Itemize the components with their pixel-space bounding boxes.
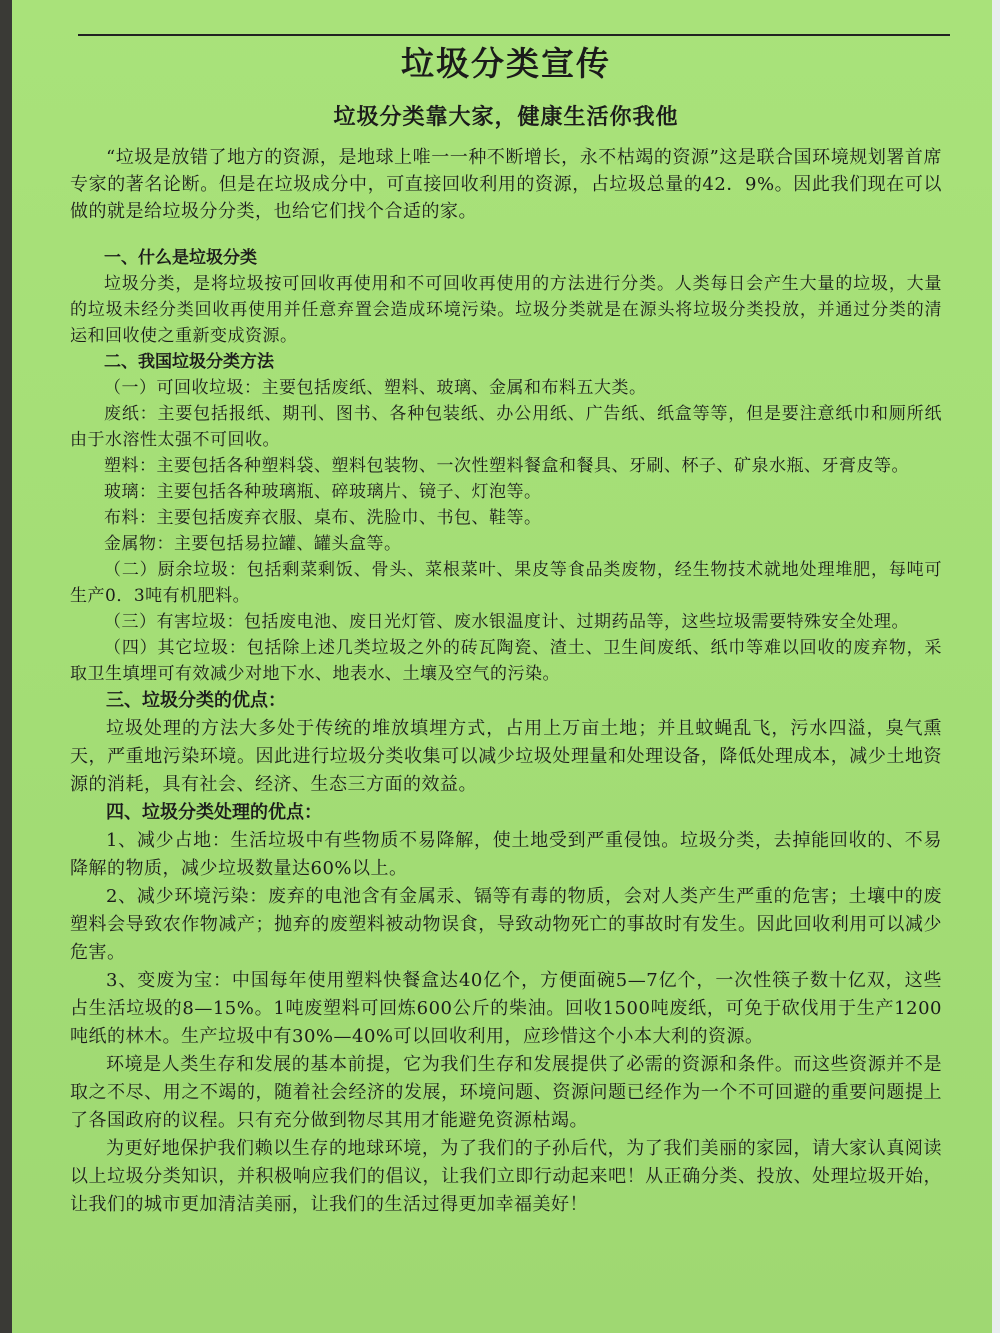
top-divider: [78, 34, 950, 36]
section-paragraph: 垃圾分类，是将垃圾按可回收再使用和不可回收再使用的方法进行分类。人类每日会产生大量的垃圾，大量的垃圾未经分类回收再使用并任意弃置会造成环境污染。垃圾分类就是在源头将垃圾分类投放，并通过分类的清运和回收使之重新变成资源。: [70, 274, 942, 346]
section-paragraph: 垃圾处理的方法大多处于传统的堆放填埋方式，占用上万亩土地；并且蚊蝇乱飞，污水四溢，臭气熏天，严重地污染环境。因此进行垃圾分类收集可以减少垃圾处理量和处理设备，降低处理成本，减少土地资源的消耗，具有社会、经济、生态三方面的效益。: [70, 718, 942, 795]
section-processing-advantages: [70, 799, 942, 1219]
section-paragraph: 塑料：主要包括各种塑料袋、塑料包装物、一次性塑料餐盒和餐具、牙刷、杯子、矿泉水瓶、牙膏皮等。: [104, 456, 909, 476]
section-heading: 一、什么是垃圾分类: [104, 248, 257, 268]
spacer: [70, 225, 942, 245]
section-paragraph: 布料：主要包括废弃衣服、桌布、洗脸巾、书包、鞋等。: [104, 508, 542, 528]
section-heading: 三、垃圾分类的优点：: [106, 690, 286, 711]
page-subtitle: 垃圾分类靠大家，健康生活你我他: [333, 104, 679, 130]
section-paragraph: （四）其它垃圾：包括除上述几类垃圾之外的砖瓦陶瓷、渣土、卫生间废纸、纸巾等难以回收的废弃物，采取卫生填埋可有效减少对地下水、地表水、土壤及空气的污染。: [70, 638, 942, 684]
section-methods: [70, 349, 942, 687]
section-paragraph: 废纸：主要包括报纸、期刊、图书、各种包装纸、办公用纸、广告纸、纸盒等等，但是要注意纸巾和厕所纸由于水溶性太强不可回收。: [70, 404, 942, 450]
section-paragraph: 金属物：主要包括易拉罐、罐头盒等。: [104, 534, 402, 554]
section-heading: 二、我国垃圾分类方法: [104, 352, 274, 372]
section-paragraph: （二）厨余垃圾：包括剩菜剩饭、骨头、菜根菜叶、果皮等食品类废物，经生物技术就地处理堆肥，每吨可生产0．3吨有机肥料。: [70, 560, 942, 606]
leaflet-page: [12, 0, 992, 1333]
section-paragraph: 1、减少占地：生活垃圾中有些物质不易降解，使土地受到严重侵蚀。垃圾分类，去掉能回收的、不易降解的物质，减少垃圾数量达60%以上。: [70, 830, 942, 879]
section-advantages: [70, 687, 942, 799]
section-heading: 四、垃圾分类处理的优点：: [106, 802, 322, 823]
intro-paragraph: “垃圾是放错了地方的资源，是地球上唯一一种不断增长，永不枯竭的资源”这是联合国环境规划署首席专家的著名论断。但是在垃圾成分中，可直接回收利用的资源，占垃圾总量的42．9%。因此我们现在可以做的就是给垃圾分分类，也给它们找个合适的家。: [70, 147, 942, 222]
section-what-is: [70, 245, 942, 349]
section-paragraph: （一）可回收垃圾：主要包括废纸、塑料、玻璃、金属和布料五大类。: [104, 378, 647, 398]
section-paragraph: 3、变废为宝：中国每年使用塑料快餐盒达40亿个，方便面碗5—7亿个，一次性筷子数十亿双，这些占生活垃圾的8—15%。1吨废塑料可回炼600公斤的柴油。回收1500吨废纸，可免于砍伐用于生产1200吨纸的林木。生产垃圾中有30%—40%可以回收利用，应珍惜这个小本大利的资源。: [70, 970, 942, 1047]
section-paragraph: 环境是人类生存和发展的基本前提，它为我们生存和发展提供了必需的资源和条件。而这些资源并不是取之不尽、用之不竭的，随着社会经济的发展，环境问题、资源问题已经作为一个不可回避的重要问题提上了各国政府的议程。只有充分做到物尽其用才能避免资源枯竭。: [70, 1054, 942, 1131]
section-paragraph: 玻璃：主要包括各种玻璃瓶、碎玻璃片、镜子、灯泡等。: [104, 482, 542, 502]
section-paragraph: 为更好地保护我们赖以生存的地球环境，为了我们的子孙后代，为了我们美丽的家园，请大家认真阅读以上垃圾分类知识，并积极响应我们的倡议，让我们立即行动起来吧！从正确分类、投放、处理垃圾开始，让我们的城市更加清洁美丽，让我们的生活过得更加幸福美好！: [70, 1138, 942, 1215]
section-paragraph: 2、减少环境污染：废弃的电池含有金属汞、镉等有毒的物质，会对人类产生严重的危害；土壤中的废塑料会导致农作物减产；抛弃的废塑料被动物误食，导致动物死亡的事故时有发生。因此回收利用可以减少危害。: [70, 886, 942, 963]
section-paragraph: （三）有害垃圾：包括废电池、废日光灯管、废水银温度计、过期药品等，这些垃圾需要特殊安全处理。: [104, 612, 909, 632]
page-title: 垃圾分类宣传: [401, 44, 611, 83]
